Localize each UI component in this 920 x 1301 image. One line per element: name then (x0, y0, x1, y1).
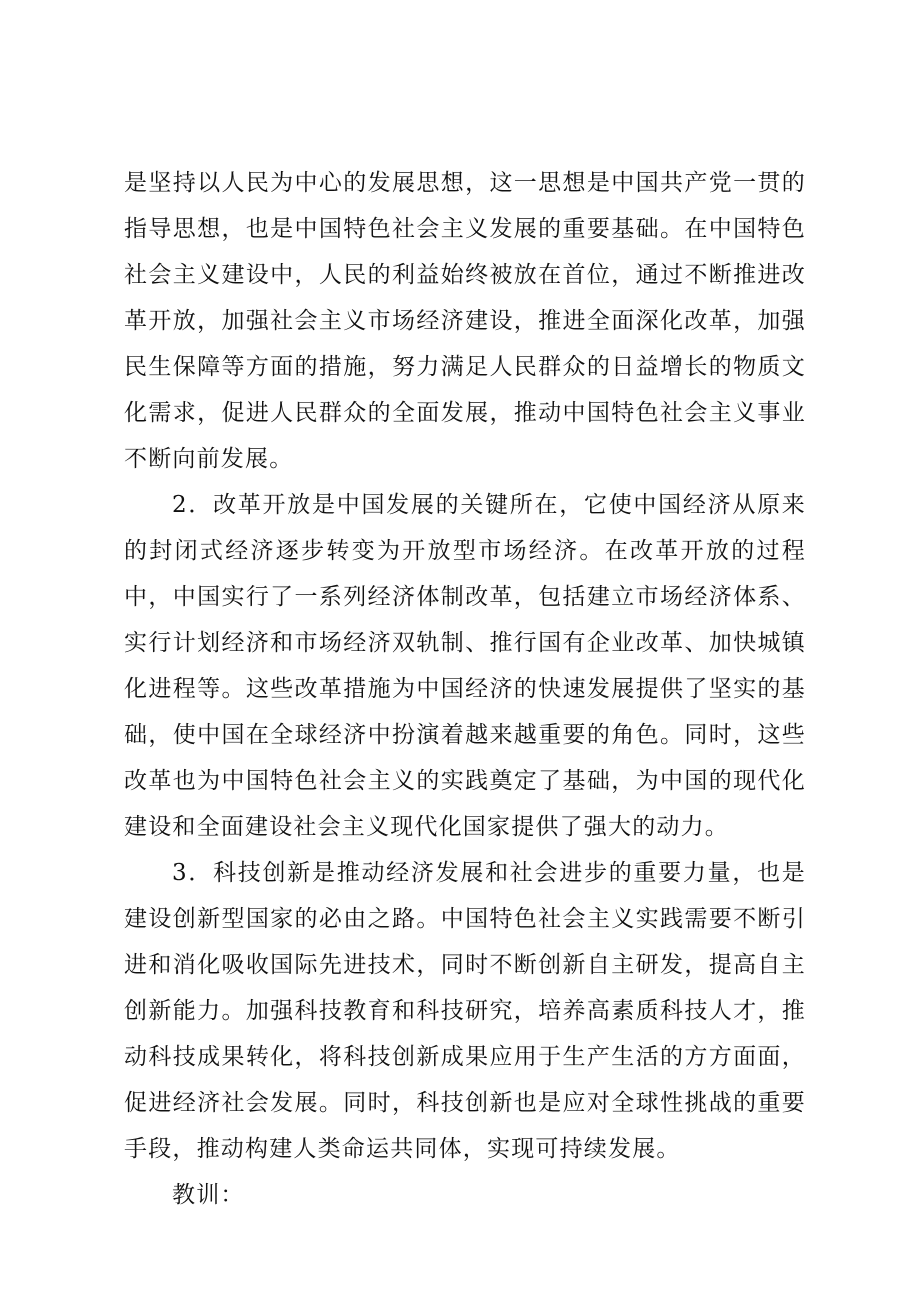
paragraph-item-3: 3．科技创新是推动经济发展和社会进步的重要力量，也是建设创新型国家的必由之路。中国特色社会主义实践需要不断引进和消化吸收国际先进技术，同时不断创新自主研发，提高自主创新能力。加强科技教育和科技研究，培养高素质科技人才，推动科技成果转化，将科技创新成果应用于生产生活的方方面面，促进经济社会发展。同时，科技创新也是应对全球性挑战的重要手段，推动构建人类命运共同体，实现可持续发展。 (124, 860, 806, 1162)
paragraph-lessons-heading: 教训： (172, 1182, 245, 1208)
paragraph-item-2: 2．改革开放是中国发展的关键所在，它使中国经济从原来的封闭式经济逐步转变为开放型市场经济。在改革开放的过程中，中国实行了一系列经济体制改革，包括建立市场经济体系、实行计划经济和市场经济双轨制、推行国有企业改革、加快城镇化进程等。这些改革措施为中国经济的快速发展提供了坚实的基础，使中国在全球经济中扮演着越来越重要的角色。同时，这些改革也为中国特色社会主义的实践奠定了基础，为中国的现代化建设和全面建设社会主义现代化国家提供了强大的动力。 (124, 492, 806, 840)
paragraph-continuation: 是坚持以人民为中心的发展思想，这一思想是中国共产党一贯的指导思想，也是中国特色社会主义发展的重要基础。在中国特色社会主义建设中，人民的利益始终被放在首位，通过不断推进改革开放，加强社会主义市场经济建设，推进全面深化改革，加强民生保障等方面的措施，努力满足人民群众的日益增长的物质文化需求，促进人民群众的全面发展，推动中国特色社会主义事业不断向前发展。 (124, 170, 806, 472)
document-body (124, 160, 806, 1218)
